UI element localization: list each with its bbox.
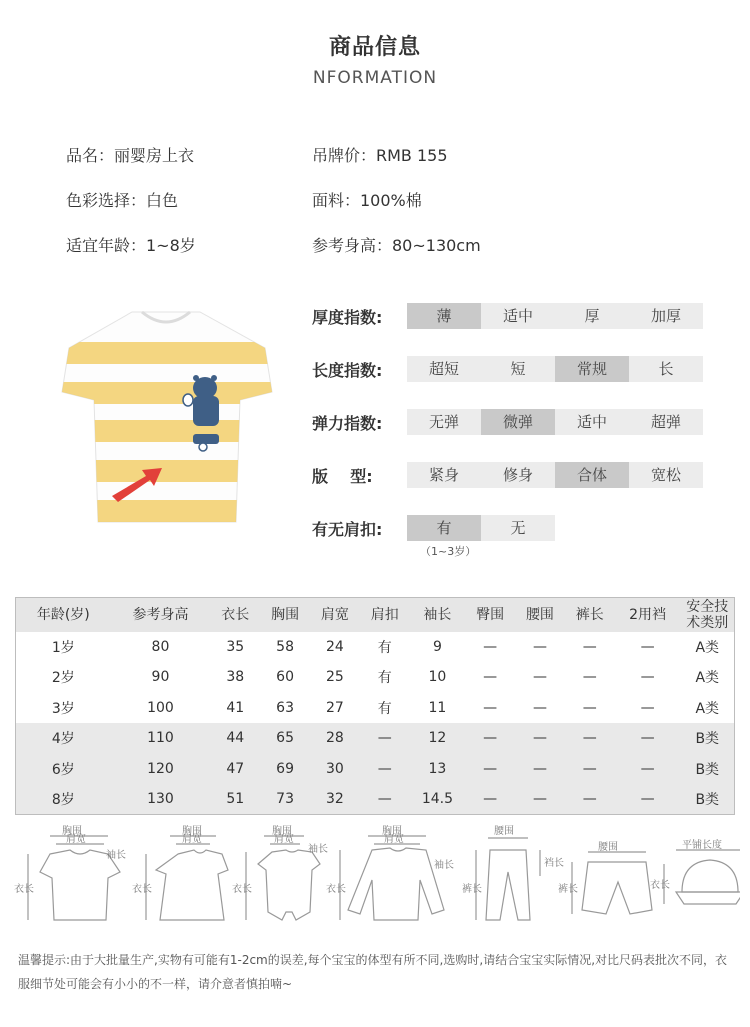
table-cell: 4岁 <box>16 723 111 754</box>
index-options <box>407 356 703 382</box>
table-cell: — <box>582 669 597 686</box>
table-cell: 58 <box>276 638 294 655</box>
table-cell: — <box>360 754 410 785</box>
color-choice: 色彩选择：白色 <box>66 191 179 210</box>
table-cell: 2岁 <box>51 670 75 687</box>
label-crotch: 裆长 <box>544 858 564 869</box>
table-cell: — <box>465 754 515 785</box>
table-cell: 44 <box>210 723 260 754</box>
table-cell: A类 <box>695 639 720 656</box>
table-cell: 51 <box>210 784 260 815</box>
index-label: 版 型: <box>312 466 373 486</box>
table-cell: A类 <box>695 700 720 717</box>
table-cell: 11 <box>428 699 447 716</box>
table-cell: 47 <box>210 754 260 785</box>
index-options <box>407 462 703 488</box>
label-chest-2: 胸围 <box>182 826 202 837</box>
table-row <box>16 662 735 693</box>
table-cell: 38 <box>226 669 245 686</box>
index-options <box>407 515 555 541</box>
column-header: 肩宽 <box>310 598 360 632</box>
table-cell: — <box>515 723 565 754</box>
table-cell: 10 <box>428 669 447 686</box>
label-length-4: 衣长 <box>326 884 346 895</box>
index-option: 适中 <box>576 413 607 431</box>
column-header: 臀围 <box>465 598 515 632</box>
table-cell: — <box>640 669 655 686</box>
index-label: 厚度指数: <box>312 307 383 327</box>
index-option: 有 <box>407 515 481 541</box>
table-cell: 100 <box>147 699 174 716</box>
table-cell: — <box>515 754 565 785</box>
label-shoulder-2: 肩宽 <box>182 834 202 845</box>
page-subtitle: NFORMATION <box>312 68 438 88</box>
table-row <box>16 723 735 754</box>
column-header: 腰围 <box>515 598 565 632</box>
table-cell: 27 <box>326 699 344 716</box>
label-sleeve-4: 袖长 <box>434 860 454 871</box>
tshirt-image <box>50 300 285 540</box>
table-cell: 35 <box>226 638 245 655</box>
table-cell: 63 <box>276 699 294 716</box>
table-cell: — <box>565 723 615 754</box>
table-row <box>16 784 735 815</box>
table-cell: 130 <box>111 784 211 815</box>
table-row <box>16 632 735 663</box>
index-row-1 <box>312 356 703 382</box>
column-header: 袖长 <box>410 598 465 632</box>
suitable-age: 适宜年龄：1~8岁 <box>66 236 196 255</box>
index-option: 无 <box>510 519 526 537</box>
index-option: 宽松 <box>650 466 681 484</box>
measurement-diagrams <box>10 820 740 930</box>
table-cell: 有 <box>377 670 392 687</box>
label-chest-4: 胸围 <box>382 826 402 837</box>
table-cell: B类 <box>681 754 735 785</box>
page-title: 商品信息 <box>328 35 421 60</box>
table-cell: 25 <box>326 669 344 686</box>
table-cell: 90 <box>151 669 170 686</box>
table-cell: 30 <box>310 754 360 785</box>
table-cell: 12 <box>410 723 465 754</box>
size-table <box>15 597 735 815</box>
index-options <box>407 303 703 329</box>
table-cell: 69 <box>260 754 310 785</box>
table-cell: — <box>532 638 547 655</box>
tag-price: 吊牌价：RMB 155 <box>312 146 448 165</box>
table-cell: — <box>360 723 410 754</box>
column-header: 2用裆 <box>615 598 681 632</box>
table-cell: — <box>483 669 498 686</box>
table-cell: — <box>615 784 681 815</box>
label-chest-1: 胸围 <box>62 826 82 837</box>
column-header: 肩扣 <box>360 598 410 632</box>
table-cell: 41 <box>226 699 245 716</box>
label-length-1: 衣长 <box>14 884 34 895</box>
label-length-5: 衣长 <box>650 880 670 891</box>
table-cell: 1岁 <box>51 639 75 656</box>
label-pants-2: 裤长 <box>558 884 578 895</box>
index-option: 长 <box>658 360 674 378</box>
table-cell: — <box>565 784 615 815</box>
shoulder-note: （1~3岁） <box>420 545 477 558</box>
table-cell: 24 <box>326 638 344 655</box>
index-option: 合体 <box>555 462 629 488</box>
table-cell: — <box>565 754 615 785</box>
index-row-3 <box>312 462 703 488</box>
label-sleeve-3: 袖长 <box>308 844 328 855</box>
label-shoulder-1: 肩宽 <box>66 834 86 845</box>
table-row <box>16 693 735 724</box>
table-cell: — <box>360 784 410 815</box>
fabric: 面料：100%棉 <box>312 191 422 210</box>
table-cell: A类 <box>695 670 720 687</box>
index-option: 修身 <box>502 466 533 484</box>
table-cell: — <box>483 699 498 716</box>
index-label: 长度指数: <box>312 360 383 380</box>
table-cell: — <box>640 699 655 716</box>
table-cell: — <box>615 754 681 785</box>
column-header: 裤长 <box>565 598 615 632</box>
table-header-row <box>16 598 735 632</box>
table-cell: — <box>483 638 498 655</box>
index-row-4 <box>312 515 555 541</box>
table-cell: B类 <box>681 784 735 815</box>
column-header: 安全技术类别 <box>681 598 735 632</box>
index-row-2 <box>312 409 703 435</box>
footer-note: 温馨提示:由于大批量生产,实物有可能有1-2cm的误差,每个宝宝的体型有所不同,选购时,请结合宝宝实际情况,对比尺码表批次不同，衣服细节处可能会有小小的不一样，请介意者慎拍喃~ <box>18 953 728 991</box>
table-cell: 80 <box>151 638 170 655</box>
label-length-3: 衣长 <box>232 884 252 895</box>
column-header: 年龄(岁) <box>16 598 111 632</box>
label-shoulder-4: 肩宽 <box>384 834 404 845</box>
index-option: 短 <box>510 360 526 378</box>
column-header: 参考身高 <box>111 598 211 632</box>
table-row <box>16 754 735 785</box>
label-chest-3: 胸围 <box>272 826 292 837</box>
table-cell: 65 <box>260 723 310 754</box>
index-option: 微弹 <box>481 409 555 435</box>
table-cell: 60 <box>276 669 294 686</box>
table-cell: 120 <box>111 754 211 785</box>
label-pants-1: 裤长 <box>462 884 482 895</box>
index-option: 超弹 <box>650 413 681 431</box>
index-option: 厚 <box>584 307 600 325</box>
table-cell: 110 <box>111 723 211 754</box>
table-cell: — <box>515 784 565 815</box>
column-header: 胸围 <box>260 598 310 632</box>
table-cell: 8岁 <box>16 784 111 815</box>
index-options <box>407 409 703 435</box>
label-waist-1: 腰围 <box>494 826 514 837</box>
table-cell: 13 <box>410 754 465 785</box>
index-option: 适中 <box>502 307 533 325</box>
label-flat: 平铺长度 <box>682 840 722 851</box>
table-cell: — <box>532 669 547 686</box>
table-cell: 32 <box>310 784 360 815</box>
table-cell: 28 <box>310 723 360 754</box>
index-label: 弹力指数: <box>312 413 383 433</box>
table-cell: — <box>465 723 515 754</box>
table-cell: 9 <box>432 638 442 655</box>
table-cell: — <box>640 638 655 655</box>
index-option: 紧身 <box>428 466 459 484</box>
index-row-0 <box>312 303 703 329</box>
reference-height: 参考身高：80~130cm <box>312 236 481 255</box>
table-cell: 73 <box>260 784 310 815</box>
label-sleeve-1: 袖长 <box>106 850 126 861</box>
index-option: 加厚 <box>650 307 681 325</box>
table-cell: B类 <box>681 723 735 754</box>
table-cell: 有 <box>377 639 392 656</box>
product-name: 品名：丽婴房上衣 <box>66 146 195 165</box>
table-cell: — <box>465 784 515 815</box>
table-cell: — <box>615 723 681 754</box>
index-option: 薄 <box>407 303 481 329</box>
table-cell: 6岁 <box>16 754 111 785</box>
index-label: 有无肩扣: <box>312 519 383 539</box>
table-cell: 14.5 <box>410 784 465 815</box>
index-option: 无弹 <box>428 413 459 431</box>
label-waist-2: 腰围 <box>598 842 618 853</box>
table-cell: 3岁 <box>51 700 75 717</box>
index-option: 常规 <box>555 356 629 382</box>
index-option: 超短 <box>428 360 459 378</box>
column-header: 衣长 <box>210 598 260 632</box>
table-cell: — <box>582 638 597 655</box>
table-cell: — <box>582 699 597 716</box>
table-cell: 有 <box>377 700 392 717</box>
label-length-2: 衣长 <box>132 884 152 895</box>
label-shoulder-3: 肩宽 <box>274 834 294 845</box>
table-cell: — <box>532 699 547 716</box>
